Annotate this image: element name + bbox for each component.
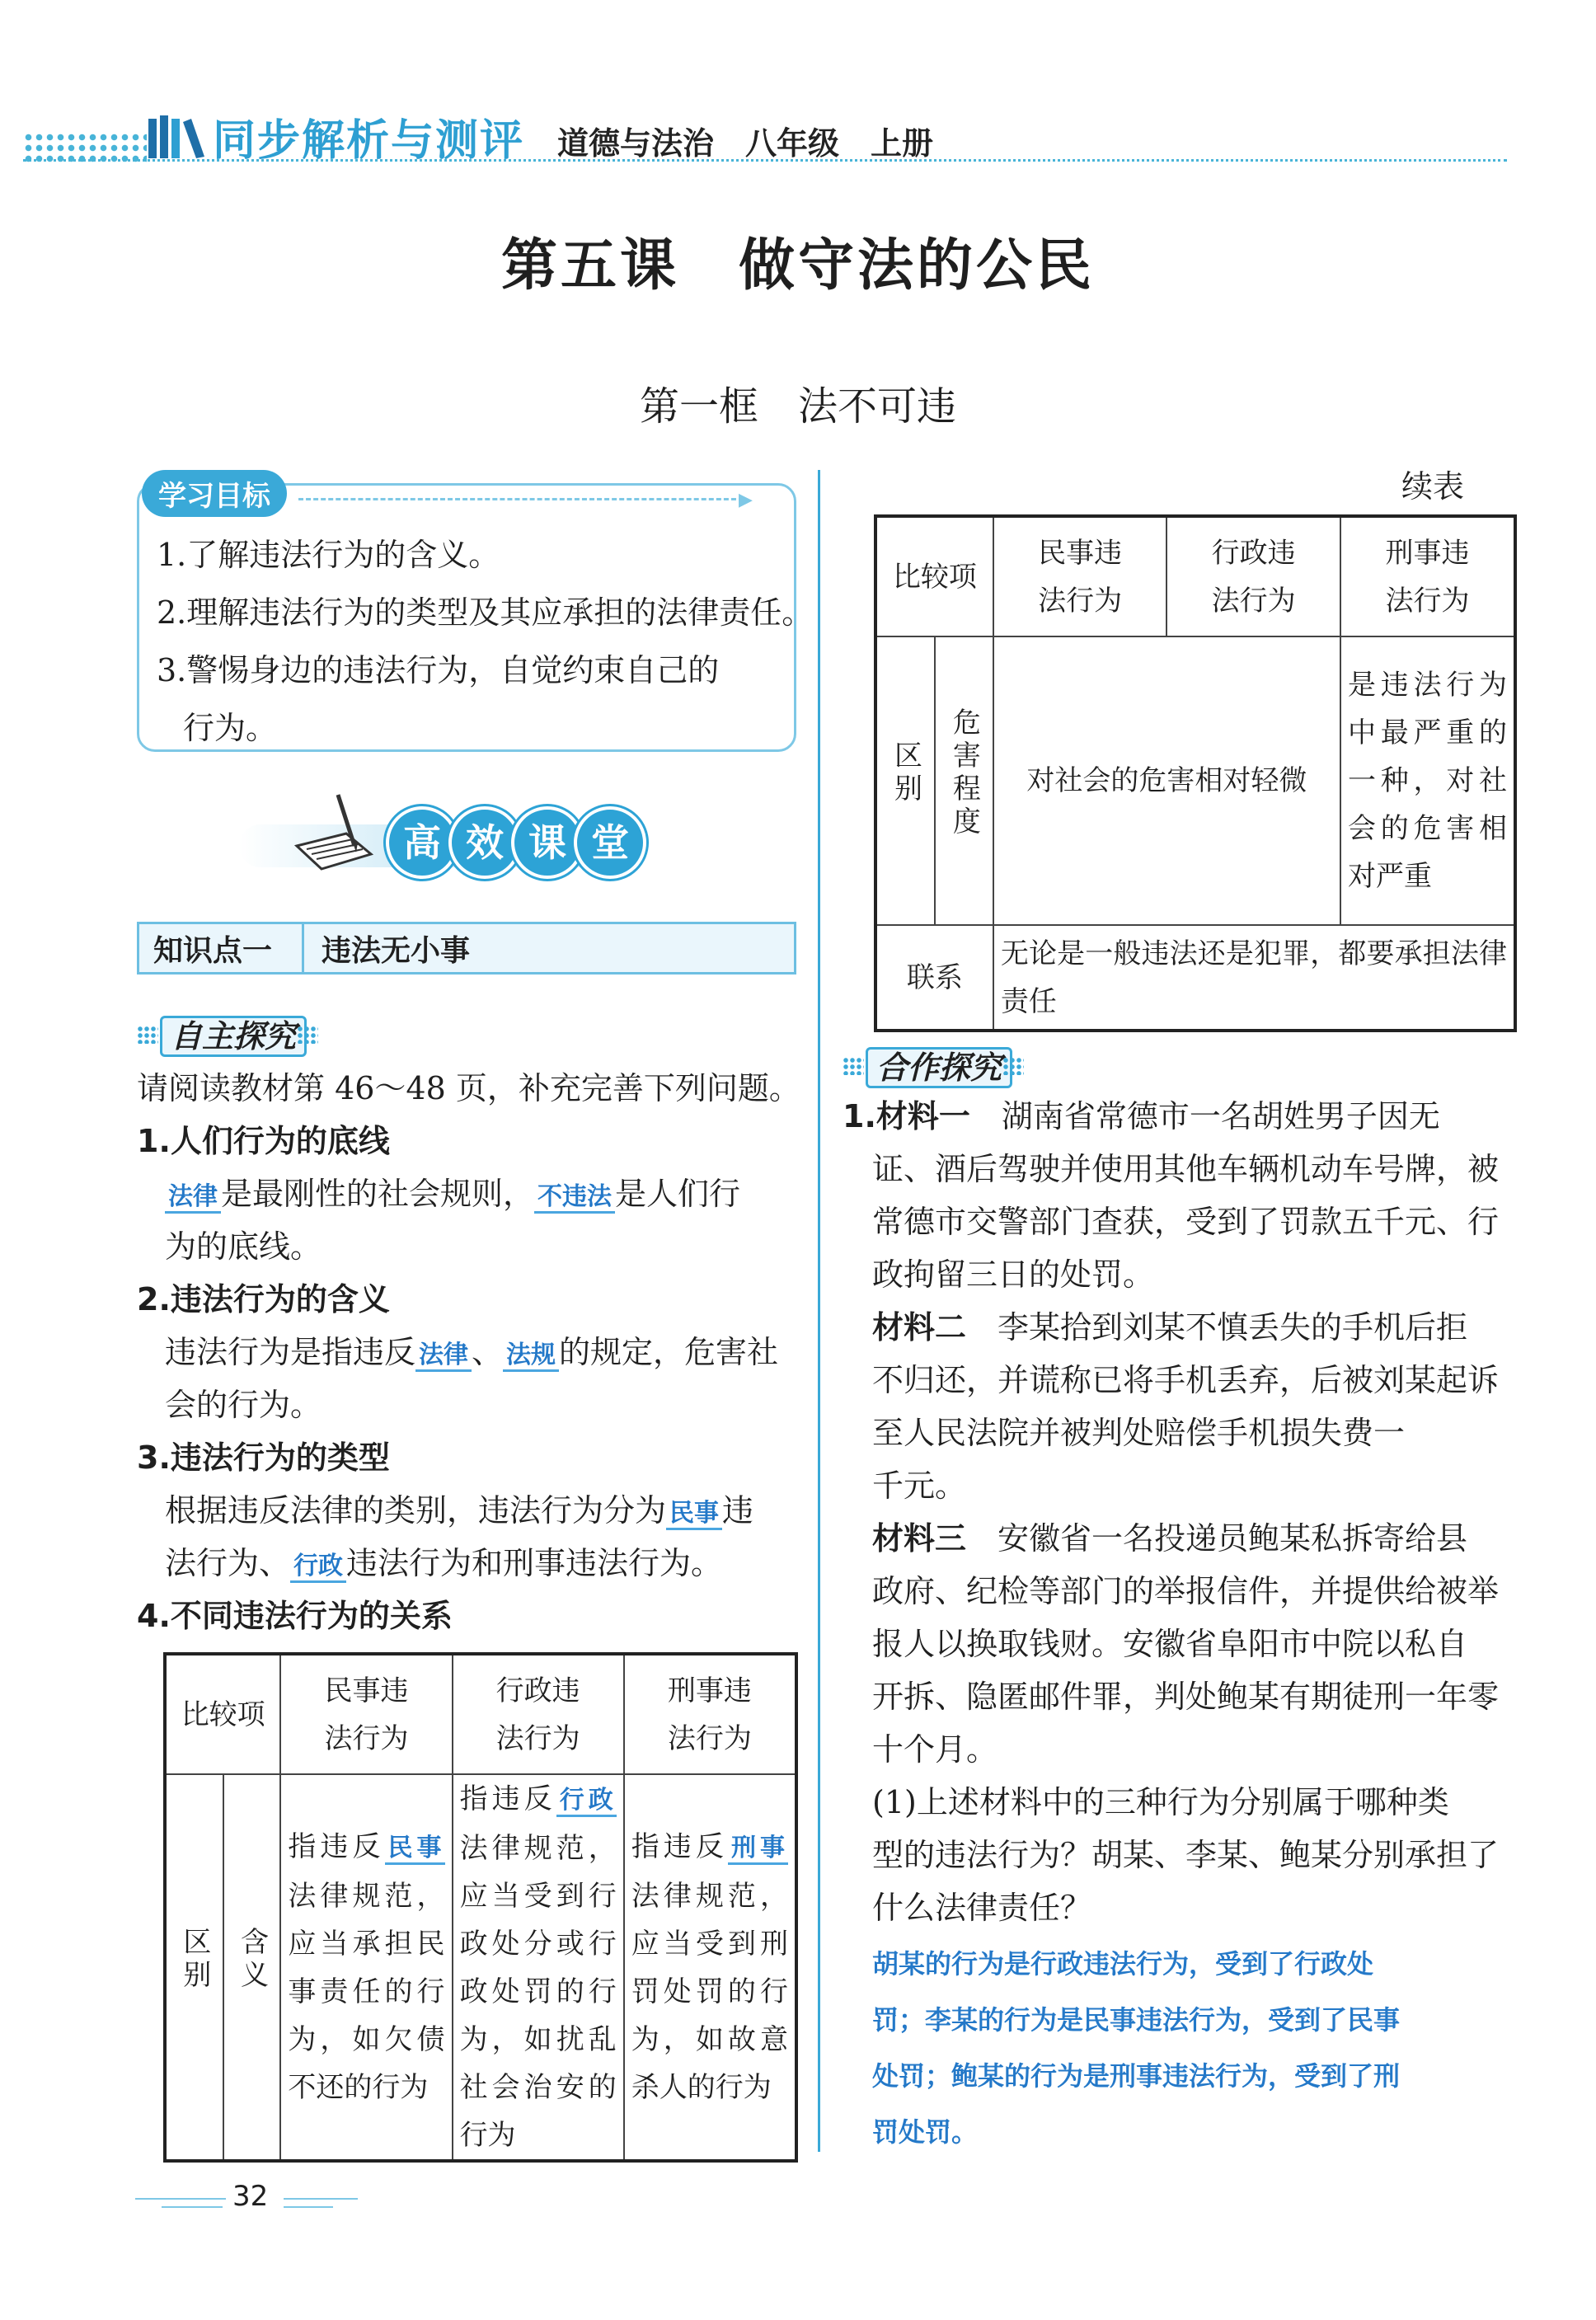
sub-row-label: 含义: [235, 1927, 269, 1993]
goal-item: 1.了解违法行为的含义。: [157, 537, 500, 573]
footer-line: [284, 2198, 358, 2200]
row-label: 区别: [889, 740, 922, 806]
answer-line: 罚；李某的行为是民事违法行为，受到了民事: [872, 2004, 1401, 2036]
lesson-title: 第五课 做守法的公民: [500, 232, 1095, 298]
table-header: 民事违 法行为: [280, 1654, 452, 1774]
q1-line: 为的底线。: [165, 1228, 322, 1265]
answer-blank: 行政: [556, 1786, 617, 1817]
table-cell: 指违反 行政法律规范，应当受到行政处分或行政处罚的行为，如扰乱社会治安的行为: [453, 1774, 624, 2161]
goals-arrow-line: [298, 498, 744, 500]
table-cell: 指违反 民事法律规范，应当承担民事责任的行为，如欠债不还的行为: [280, 1774, 452, 2161]
self-study-heading: 自主探究: [160, 1016, 307, 1057]
question-line: (1)上述材料中的三种行为分别属于哪种类: [872, 1784, 1449, 1820]
answer-blank: 法律: [165, 1182, 221, 1214]
frame-title: 第一框 法不可违: [639, 383, 956, 430]
header-divider: [23, 159, 1507, 162]
q1-line: 法律 是最刚性的社会规则， 不违法 是人们行: [165, 1174, 740, 1217]
answer-blank: 民事: [385, 1834, 445, 1865]
comparison-table-continued: [874, 514, 1517, 1032]
material-3-line: 报人以换取钱财。安徽省阜阳市中院以私自: [872, 1626, 1468, 1662]
arrow-right-icon: ▶: [739, 490, 753, 510]
table-header: 民事违 法行为: [993, 516, 1167, 636]
table-header: 比较项: [165, 1654, 280, 1774]
series-title: 同步解析与测评: [213, 116, 525, 166]
material-3-line: 政府、纪检等部门的举报信件，并提供给被举: [872, 1573, 1500, 1609]
comparison-table: [163, 1652, 798, 2163]
book-info: 道德与法治 八年级 上册: [557, 125, 934, 162]
row-label: 联系: [875, 925, 993, 1031]
q3-title: 3.违法行为的类型: [137, 1439, 390, 1476]
row-label: 区别: [177, 1927, 211, 1993]
section-dots: [1002, 1057, 1024, 1075]
table-cell: 是违法行为中最严重的一种，对社会的危害相对严重: [1340, 636, 1515, 925]
material-1-line: 证、酒后驾驶并使用其他车辆机动车号牌，被: [872, 1151, 1500, 1187]
goal-item: 3.警惕身边的违法行为，自觉约束自己的: [157, 652, 720, 688]
table-header: 行政违 法行为: [453, 1654, 624, 1774]
knowledge-point-divider: [302, 922, 304, 974]
table-header: 刑事违 法行为: [1340, 516, 1515, 636]
material-2-line: 材料二 李某拾到刘某不慎丢失的手机后拒: [872, 1309, 1468, 1346]
column-divider: [818, 470, 820, 2152]
table-header: 比较项: [875, 516, 993, 636]
material-2-line: 至人民法院并被判处赔偿手机损失费一: [872, 1415, 1406, 1451]
sub-row-label: 危害程度: [947, 707, 981, 839]
books-icon: [147, 114, 206, 163]
q3-line: 根据违反法律的类别，违法行为分为 民事 违: [165, 1492, 754, 1529]
answer-blank: 不违法: [534, 1182, 615, 1214]
coop-heading: 合作探究: [866, 1047, 1012, 1088]
material-2-label: 材料二: [872, 1309, 967, 1346]
material-3-line: 开拆、隐匿邮件罪，判处鲍某有期徒刑一年零: [872, 1679, 1500, 1715]
material-1-label: 1.材料一: [843, 1098, 970, 1134]
answer-blank: 行政: [290, 1552, 346, 1583]
section-dots: [137, 1026, 158, 1044]
section-dots: [297, 1026, 318, 1044]
knowledge-point-label: 知识点一: [153, 934, 273, 968]
knowledge-point-title: 违法无小事: [322, 934, 471, 968]
q2-line: 会的行为。: [165, 1387, 322, 1423]
material-1-line: 1.材料一 湖南省常德市一名胡姓男子因无: [843, 1098, 1440, 1134]
banner-char: 高: [386, 806, 458, 879]
learning-goals-tag: 学习目标: [142, 470, 287, 517]
goal-item-continuation: 行为。: [183, 710, 278, 746]
answer-line: 胡某的行为是行政违法行为，受到了行政处: [872, 1948, 1374, 1980]
question-line: 型的违法行为？胡某、李某、鲍某分别承担了: [872, 1837, 1500, 1873]
q2-line: 违法行为是指违反 法律 、 法规 的规定，危害社: [165, 1334, 779, 1370]
answer-blank: 法规: [503, 1341, 559, 1372]
q4-title: 4.不同违法行为的关系: [137, 1598, 453, 1634]
footer-line: [135, 2198, 226, 2200]
table-cell: 指违反 刑事法律规范，应当受到刑罚处罚的行为，如故意杀人的行为: [624, 1774, 796, 2161]
table-cell: 无论是一般违法还是犯罪，都要承担法律责任: [993, 925, 1515, 1031]
footer-line: [162, 2206, 223, 2208]
answer-blank: 刑事: [728, 1834, 788, 1865]
q2-title: 2.违法行为的含义: [137, 1281, 390, 1317]
notebook-pen-icon: [289, 788, 379, 882]
q1-title: 1.人们行为的底线: [137, 1123, 390, 1159]
material-2-line: 千元。: [872, 1468, 967, 1504]
answer-line: 处罚；鲍某的行为是刑事违法行为，受到了刑: [872, 2060, 1401, 2092]
q3-line: 法行为、 行政 违法行为和刑事违法行为。: [165, 1545, 723, 1581]
question-line: 什么法律责任？: [872, 1890, 1092, 1926]
table-header: 刑事违 法行为: [624, 1654, 796, 1774]
material-3-line: 材料三 安徽省一名投递员鲍某私拆寄给县: [872, 1520, 1468, 1557]
answer-line: 罚处罚。: [872, 2116, 979, 2148]
continued-label: 续表: [1401, 468, 1465, 505]
table-header: 行政违 法行为: [1166, 516, 1340, 636]
self-study-intro: 请阅读教材第 46～48 页，补充完善下列问题。: [137, 1070, 800, 1106]
footer-line: [284, 2206, 333, 2208]
goal-item: 2.理解违法行为的类型及其应承担的法律责任。: [157, 594, 814, 631]
material-1-line: 政拘留三日的处罚。: [872, 1256, 1155, 1293]
banner-char: 堂: [574, 806, 646, 879]
material-2-line: 不归还，并谎称已将手机丢弃，后被刘某起诉: [872, 1362, 1500, 1398]
material-3-label: 材料三: [872, 1520, 967, 1557]
page-number: 32: [232, 2180, 269, 2213]
material-1-line: 常德市交警部门查获，受到了罚款五千元、行: [872, 1204, 1500, 1240]
section-dots: [843, 1057, 864, 1075]
table-cell: 对社会的危害相对轻微: [993, 636, 1340, 925]
answer-blank: 民事: [666, 1499, 722, 1530]
answer-blank: 法律: [415, 1341, 472, 1372]
banner-char: 课: [511, 806, 584, 879]
banner-char: 效: [448, 806, 521, 879]
material-3-line: 十个月。: [872, 1731, 998, 1768]
